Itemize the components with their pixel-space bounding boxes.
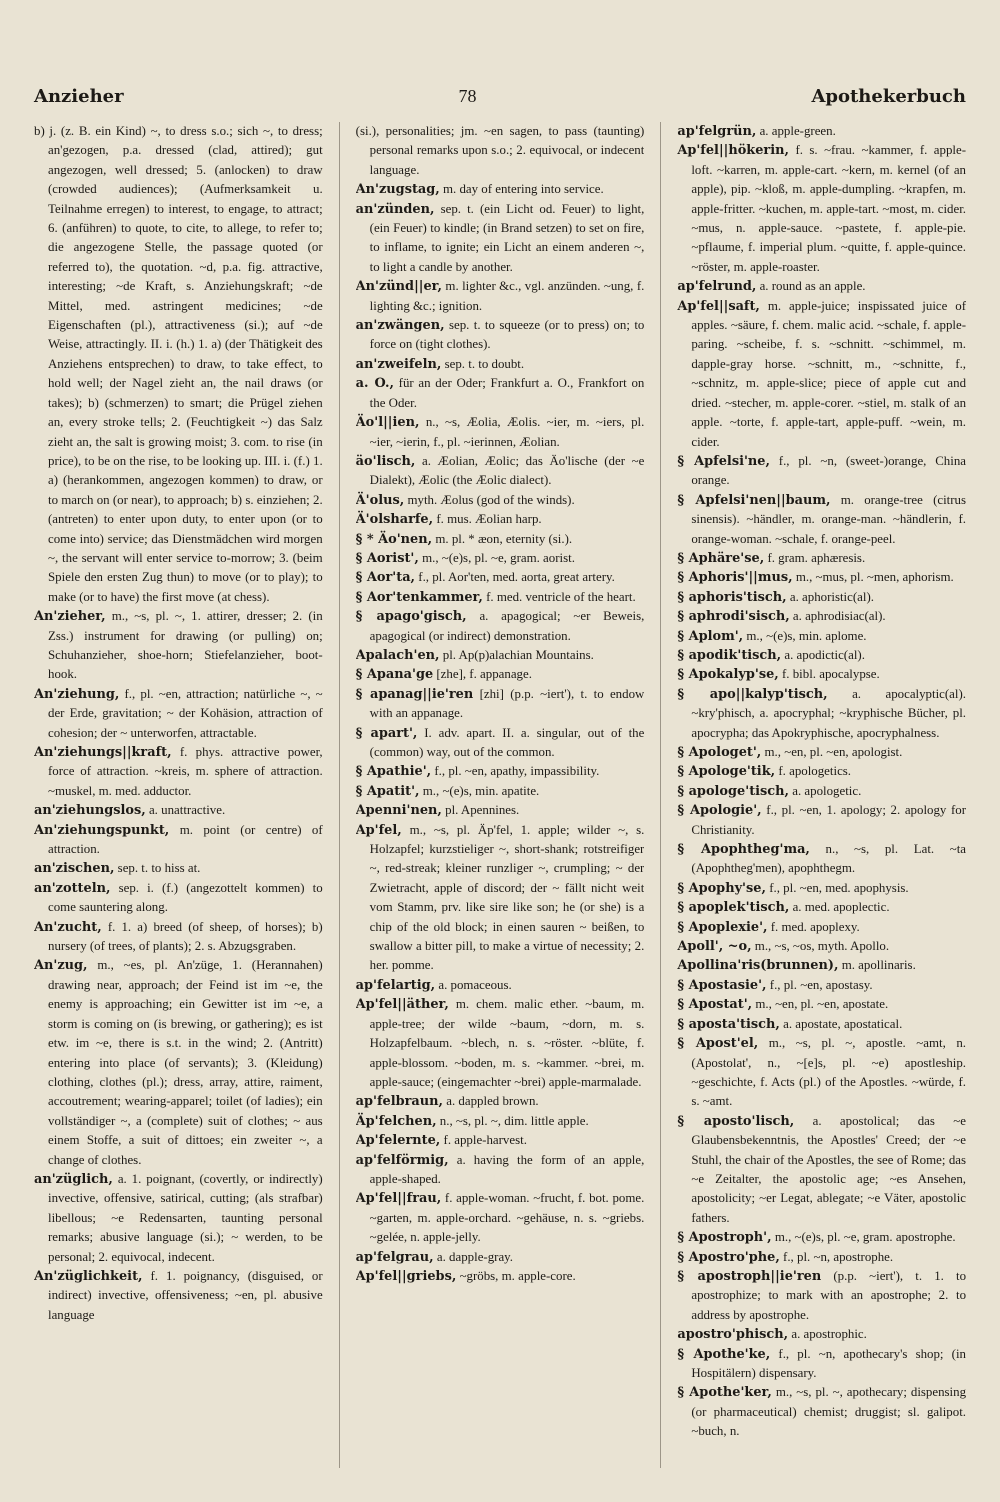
entry-definition: I. adv. apart. II. a. singular, out of the (common) way, out of the common. bbox=[369, 725, 645, 759]
entry-definition: m. chem. malic ether. ~baum, m. apple-tree; der wilde ~baum, ~dorn, m. s. Holzapfelbaum. ~blech, n. s. ~röster. ~blüte, f. apple-blossom. ~boden, m. s. ~kammer. ~brei, m. apple-sauce; (eingemachter ~brei) apple-marmalade. bbox=[369, 997, 645, 1089]
dictionary-entry bbox=[677, 1325, 966, 1344]
entry-headword: an'zischen, bbox=[34, 861, 115, 877]
dictionary-entry bbox=[677, 1015, 966, 1034]
entry-headword: § Apfelsi'ne, bbox=[677, 453, 770, 469]
entry-headword: § apostroph||ie'ren bbox=[677, 1268, 822, 1284]
dictionary-entry bbox=[677, 277, 966, 296]
dictionary-entry bbox=[677, 743, 966, 762]
dictionary-entry bbox=[677, 297, 966, 452]
dictionary-entry bbox=[356, 1151, 645, 1190]
entry-definition: m. lighter &c., vgl. anzünden. ~ung, f. lighting &c.; ignition. bbox=[369, 279, 645, 313]
entry-headword: § Apoplexie', bbox=[677, 919, 768, 935]
entry-definition: n., ~s, pl. Lat. ~ta (Apophtheg'men), apophthegm. bbox=[691, 842, 967, 876]
column-right bbox=[677, 122, 966, 1468]
column-divider bbox=[339, 122, 340, 1468]
entry-definition: myth. Æolus (god of the winds). bbox=[407, 492, 575, 507]
entry-definition: m., ~(e)s, pl. ~e, gram. apostrophe. bbox=[774, 1230, 956, 1245]
entry-definition: a. apostolical; das ~e Glaubensbekenntnis, the Apostles' Creed; der ~e Stuhl, the chair of the Apostles, the see of Rome; das ~e Zeitalter, the apostolic age; ~es Ansehen, apostolicity; ~er Legat, ablegate; ~e Väter, apostolic fathers. bbox=[691, 1113, 967, 1225]
entry-headword: an'zwängen, bbox=[355, 318, 445, 334]
dictionary-entry bbox=[677, 1345, 966, 1384]
entry-headword: § apo||kalyp'tisch, bbox=[677, 686, 828, 702]
entry-headword: Ap'felernte, bbox=[355, 1133, 441, 1149]
entry-definition: sep. t. to doubt. bbox=[444, 356, 525, 371]
entry-headword: Apoll', ~o, bbox=[677, 939, 752, 955]
entry-headword: An'zieher, bbox=[34, 609, 106, 625]
entry-headword: Äp'felchen, bbox=[355, 1113, 437, 1129]
dictionary-entry bbox=[677, 549, 966, 568]
dictionary-entry bbox=[356, 995, 645, 1092]
dictionary-entry bbox=[356, 665, 645, 684]
dictionary-entry bbox=[677, 607, 966, 626]
entry-definition: m., ~(e)s, pl. ~e, gram. aorist. bbox=[422, 550, 575, 565]
entry-definition: pl. Ap(p)alachian Mountains. bbox=[442, 647, 594, 662]
entry-definition: a. aphrodisiac(al). bbox=[792, 609, 886, 624]
entry-headword: An'zünd||er, bbox=[355, 279, 442, 295]
entry-headword: § apanag||ie'ren bbox=[355, 686, 474, 702]
entry-headword: § Apatit', bbox=[355, 783, 420, 799]
entry-definition: f., pl. ~en, apostasy. bbox=[769, 977, 873, 992]
entry-headword: § Apologet', bbox=[677, 745, 762, 760]
entry-headword: § apart', bbox=[355, 725, 418, 741]
dictionary-entry bbox=[677, 898, 966, 917]
dictionary-entry bbox=[356, 1248, 645, 1267]
entry-headword: § * Äo'nen, bbox=[355, 531, 433, 547]
entry-headword: an'zünden, bbox=[355, 201, 435, 217]
entry-headword: § Apostroph', bbox=[677, 1230, 772, 1246]
entry-definition: f. mus. Æolian harp. bbox=[436, 512, 542, 527]
dictionary-entry bbox=[677, 568, 966, 587]
dictionary-entry bbox=[356, 530, 645, 549]
entry-definition: sep. t. to hiss at. bbox=[117, 861, 201, 876]
dictionary-entry bbox=[356, 724, 645, 763]
entry-definition: a. apagogical; ~er Beweis, apagogical (or indirect) demonstration. bbox=[369, 609, 645, 643]
entry-headword: Äo'l||ien, bbox=[355, 415, 420, 431]
entry-definition: f., pl. ~n, apostrophe. bbox=[783, 1249, 894, 1264]
entry-definition: m., ~s, pl. ~, 1. attirer, dresser; 2. (in Zss.) instrument for drawing (or pulling) on; Schuhanzieher, shoe-horn; Stiefelanzieher, boot-hook. bbox=[48, 609, 323, 682]
entry-headword: ap'felgrün, bbox=[677, 124, 757, 139]
column-divider bbox=[660, 122, 661, 1468]
dictionary-entry bbox=[677, 627, 966, 646]
dictionary-entry bbox=[34, 821, 323, 860]
entry-definition: f. gram. aphæresis. bbox=[767, 550, 866, 565]
entry-definition: a. round as an apple. bbox=[759, 279, 866, 294]
dictionary-entry bbox=[356, 821, 645, 976]
entry-definition: m., ~mus, pl. ~men, aphorism. bbox=[795, 570, 954, 585]
dictionary-entry bbox=[356, 588, 645, 607]
dictionary-entry bbox=[356, 1267, 645, 1286]
entry-definition: b) j. (z. B. ein Kind) ~, to dress s.o.; sich ~, to dress; an'gezogen, p.a. dressed (clad, attired); gut angezogen, well dressed; 5. (anlocken) to draw (crowded audiences); (Aufmerksamkeit u. Teilnahme erregen) to interest, to engage, to attract; 6. (anführen) to quote, to cite, to allege, to refer to; die angezogene Stelle, the passage quoted (or referred to), the quotation. ~d, p.a. fig. attractive, interesting; ~de Kraft, s. Anziehungskraft; ~de Mittel, med. astringent medicines; ~de Eigenschaften (pl.), attractiveness (si.); auf ~de Weise, attractingly. II. i. (h.) 1. a) (der Thätigkeit des Anziehens entsprechen) to draw, to take effect, to hold well; der Nagel zieht an, the nail draws (or takes); b) (schmerzen) to smart; die Prügel ziehen an, every stroke tells; 2. (Feuchtigkeit ~) das Salz zieht an, the salt is growing moist; 3. com. to rise (in price), to be on the rise, to be looking up. III. i. (f.) 1. a) (herankommen, angezogen kommen) to draw, or to march on (or near), to approach; b) s. einziehen; 2. (antreten) to enter upon duty, to enter upon (or to come into) service; das Dienstmädchen wird morgen ~, the servant will enter service to-morrow; 3. (beim Spiele den ersten Zug thun) to move (or to play); to make (or to have) the first move (at chess). bbox=[34, 124, 323, 604]
entry-headword: § Apologie', bbox=[677, 803, 762, 819]
dictionary-entry bbox=[34, 685, 323, 743]
entry-definition: a. 1. poignant, (covertly, or indirectly) invective, offensive, satirical, cutting; (als strafbar) libellous; ~e Redensarten, taunting personal remarks; abusive language (si.); ~ werden, to be personal; 2. equivocal, indecent. bbox=[48, 1171, 323, 1264]
entry-definition: f., pl. ~en, attraction; natürliche ~, ~ der Erde, gravitation; ~ der Kohäsion, attraction of cohesion; der ~ unterworfen, attractable. bbox=[48, 686, 323, 740]
entry-definition: m., ~(e)s, min. aplome. bbox=[746, 628, 867, 643]
running-head-right: Apothekerbuch bbox=[811, 86, 966, 107]
dictionary-entry bbox=[356, 491, 645, 510]
entry-headword: Ap'fel||saft, bbox=[677, 298, 760, 314]
entry-headword: Ap'fel||griebs, bbox=[355, 1268, 457, 1284]
entry-headword: Ap'fel||frau, bbox=[355, 1191, 442, 1207]
entry-headword: § Apothe'ker, bbox=[677, 1385, 772, 1401]
entry-definition: m. apple-juice; inspissated juice of apples. ~säure, f. chem. malic acid. ~schale, f. apple-paring. ~scheibe, f. s. ~schnitt. ~schimmel, m. dapple-gray horse. ~schnitt, m., ~schnitte, f., ~schnitz, m. apple-slice; piece of apple cut and dried. ~stecher, m. apple-corer. ~stiel, m. stalk of an apple. ~torte, f. apple-tart, apple-puff. ~wein, m. cider. bbox=[691, 298, 967, 449]
dictionary-entry bbox=[677, 1383, 966, 1441]
entry-definition: f. med. ventricle of the heart. bbox=[486, 589, 636, 604]
dictionary-entry bbox=[356, 374, 645, 413]
dictionary-entry bbox=[356, 452, 645, 491]
entry-definition: a. dapple-gray. bbox=[436, 1249, 514, 1264]
entry-headword: Ä'olsharfe, bbox=[355, 512, 434, 528]
entry-definition: f. phys. attractive power, force of attraction. ~kreis, m. sphere of attraction. ~muskel, m. med. adductor. bbox=[48, 745, 323, 798]
entry-headword: An'ziehungspunkt, bbox=[34, 822, 170, 838]
dictionary-entry bbox=[677, 1248, 966, 1267]
dictionary-entry bbox=[356, 355, 645, 374]
dictionary-entry bbox=[677, 491, 966, 549]
entry-definition: n., ~s, pl. ~, dim. little apple. bbox=[439, 1113, 589, 1128]
dictionary-entry bbox=[34, 743, 323, 801]
dictionary-entry bbox=[356, 316, 645, 355]
entry-definition: a. apocalyptic(al). ~kry'phisch, a. apocryphal; ~kryphische Bücher, pl. apocrypha; das Apokryphische, apocryphalness. bbox=[691, 686, 967, 740]
entry-definition: a. apostate, apostatical. bbox=[783, 1016, 903, 1031]
dictionary-entry bbox=[34, 956, 323, 1169]
dictionary-entry bbox=[356, 607, 645, 646]
entry-headword: Ä'olus, bbox=[355, 492, 405, 508]
entry-definition: a. apple-green. bbox=[759, 124, 836, 138]
dictionary-entry bbox=[356, 1189, 645, 1247]
entry-definition: a. apologetic. bbox=[792, 783, 862, 798]
entry-headword: § aphrodi'sisch, bbox=[677, 609, 790, 625]
entry-definition: f. bibl. apocalypse. bbox=[782, 667, 880, 682]
entry-definition: m. apollinaris. bbox=[841, 958, 916, 973]
entry-definition: a. aphoristic(al). bbox=[789, 589, 874, 604]
dictionary-entry bbox=[677, 879, 966, 898]
entry-headword: apostro'phisch, bbox=[677, 1327, 789, 1343]
entry-definition: a. med. apoplectic. bbox=[792, 900, 890, 915]
entry-definition: m., ~en, pl. ~en, apologist. bbox=[764, 745, 903, 759]
entry-definition: m. day of entering into service. bbox=[443, 182, 604, 197]
entry-headword: § Aphoris'||mus, bbox=[677, 570, 793, 586]
entry-definition: n., ~s, Æolia, Æolis. ~ier, m. ~iers, pl. ~ier, ~ierin, f., pl. ~ierinnen, Æolian. bbox=[369, 415, 645, 449]
entry-headword: § Apothe'ke, bbox=[677, 1346, 771, 1362]
dictionary-entry bbox=[356, 685, 645, 724]
dictionary-entry bbox=[34, 1267, 323, 1325]
dictionary-entry bbox=[677, 588, 966, 607]
dictionary-entry bbox=[34, 859, 323, 878]
entry-headword: § Aphäre'se, bbox=[677, 550, 765, 566]
dictionary-entry bbox=[677, 762, 966, 781]
entry-headword: An'zucht, bbox=[34, 919, 102, 935]
entry-headword: § Apophy'se, bbox=[677, 880, 766, 896]
entry-definition: f. med. apoplexy. bbox=[770, 919, 860, 934]
entry-headword: § apologe'tisch, bbox=[677, 783, 790, 799]
entry-headword: An'zugstag, bbox=[355, 182, 440, 198]
dictionary-entry bbox=[34, 918, 323, 957]
entry-definition: m., ~es, pl. An'züge, 1. (Herannahen) drawing near, approach; der Feind ist im ~e, the enemy is approaching; ein Gewitter ist im ~e, a storm is coming on (is brewing, or gathering); es ist etw. im ~e, there is s.t. in the wind; 2. (Antritt) entering into place (of servants); 3. (Kleidung) clothing, clothes (pl.); dress, array, attire, raiment, accoutrement; wearing-apparel; toilet (of ladies); ein vollständiger ~, a (complete) suit of clothes; ~ aus einem Stoffe, a suit of dittoes; ein zweiter ~, a change of clothes. bbox=[48, 958, 323, 1167]
dictionary-entry bbox=[356, 976, 645, 995]
dictionary-entry bbox=[34, 879, 323, 918]
entry-headword: § apodik'tisch, bbox=[677, 647, 782, 663]
entry-headword: § Apost'el, bbox=[677, 1036, 759, 1052]
dictionary-entry bbox=[677, 1228, 966, 1247]
dictionary-entry bbox=[677, 956, 966, 975]
entry-definition: f. s. ~frau. ~kammer, f. apple-loft. ~karren, m. apple-cart. ~kern, m. kernel (of an apple), pip. ~kloß, m. apple-dumpling. ~krapfen, m. apple-fritter. ~kuchen, m. apple-tart. ~most, m. cider. ~mus, n. apple-sauce. ~pastete, f. apple-pie. ~pflaume, f. imperial plum. ~quitte, f. apple-quince. ~röster, m. apple-roaster. bbox=[691, 143, 967, 274]
entry-definition: m., ~s, pl. ~, apostle. ~amt, n. (Apostolat', n., ~[e]s, pl. ~e) apostleship. ~geschichte, f. Acts (pl.) of the Apostles. ~würde, f. s. ~amt. bbox=[691, 1036, 967, 1109]
entry-definition: f. apple-harvest. bbox=[443, 1133, 527, 1148]
dictionary-entry bbox=[356, 782, 645, 801]
dictionary-entry bbox=[677, 1034, 966, 1112]
entry-definition: a. unattractive. bbox=[148, 803, 226, 818]
dictionary-entry bbox=[34, 122, 323, 607]
entry-definition: f., pl. ~n, apothecary's shop; (in Hospitälern) dispensary. bbox=[691, 1346, 967, 1380]
entry-definition: m., ~s, pl. Äp'fel, 1. apple; wilder ~, s. Holzapfel; kurzstieliger ~, short-shank; rotstreifiger ~, red-streak; kleiner runzliger ~, crumpling; ~ der Zwietracht, apple of discord; der ~ fällt nicht weit vom Stamm, prv. like sire like son; he (or she) is a chip of the old block; in einen sauren ~ beißen, to swallow a bitter pill, to make a virtue of necessity; 2. her. pomme. bbox=[369, 822, 645, 973]
entry-definition: a. dappled brown. bbox=[446, 1094, 539, 1109]
dictionary-entry bbox=[356, 122, 645, 180]
entry-definition: f. apple-woman. ~frucht, f. bot. pome. ~garten, m. apple-orchard. ~gehäuse, n. s. ~griebs. ~gelée, n. apple-jelly. bbox=[369, 1191, 645, 1245]
entry-headword: äo'lisch, bbox=[355, 453, 416, 469]
entry-definition: a. having the form of an apple, apple-shaped. bbox=[369, 1152, 645, 1186]
entry-headword: Apalach'en, bbox=[355, 647, 440, 663]
running-head-left: Anzieher bbox=[34, 86, 124, 107]
entry-headword: § Apologe'tik, bbox=[677, 764, 776, 780]
entry-headword: § Apophtheg'ma, bbox=[677, 842, 810, 858]
entry-definition: (si.), personalities; jm. ~en sagen, to pass (taunting) personal remarks upon s.o.; 2. equivocal, or indecent language. bbox=[355, 124, 645, 177]
dictionary-entry bbox=[356, 1131, 645, 1150]
entry-definition: ~gröbs, m. apple-core. bbox=[459, 1268, 576, 1283]
entry-headword: a. O., bbox=[355, 376, 394, 392]
dictionary-entry bbox=[34, 607, 323, 685]
entry-definition: m., ~s, ~os, myth. Apollo. bbox=[754, 939, 890, 954]
dictionary-entry bbox=[677, 937, 966, 956]
entry-definition: m., ~(e)s, min. apatite. bbox=[422, 783, 540, 798]
column-left bbox=[34, 122, 323, 1468]
entry-definition: a. pomaceous. bbox=[438, 977, 512, 992]
dictionary-entry bbox=[677, 1267, 966, 1325]
entry-definition: f., pl. Aor'ten, med. aorta, great artery. bbox=[418, 570, 615, 585]
entry-definition: m., ~en, pl. ~en, apostate. bbox=[755, 997, 889, 1012]
entry-definition: m. point (or centre) of attraction. bbox=[48, 822, 323, 857]
entry-definition: f. 1. a) breed (of sheep, of horses); b) nursery (of trees, of plants); 2. s. Abzugsgraben. bbox=[48, 919, 323, 954]
entry-definition: f., pl. ~en, apathy, impassibility. bbox=[434, 764, 600, 779]
entry-headword: an'züglich, bbox=[34, 1171, 113, 1187]
entry-headword: § aposto'lisch, bbox=[677, 1113, 795, 1129]
dictionary-entry bbox=[677, 685, 966, 743]
entry-headword: § Apana'ge bbox=[355, 667, 434, 683]
dictionary-entry bbox=[356, 180, 645, 199]
entry-definition: m., ~s, pl. ~, apothecary; dispensing (or pharmaceutical) chemist; druggist; sl. galipot. ~buch, n. bbox=[691, 1385, 967, 1439]
dictionary-entry bbox=[677, 918, 966, 937]
entry-headword: § Apostasie', bbox=[677, 977, 767, 993]
entry-headword: § apago'gisch, bbox=[355, 609, 467, 625]
dictionary-entry bbox=[677, 1112, 966, 1228]
dictionary-entry bbox=[356, 413, 645, 452]
entry-definition: [zhe], f. appanage. bbox=[436, 667, 532, 682]
dictionary-entry bbox=[677, 665, 966, 684]
entry-definition: a. apostrophic. bbox=[791, 1327, 867, 1342]
dictionary-entry bbox=[677, 646, 966, 665]
dictionary-entry bbox=[677, 452, 966, 491]
dictionary-entry bbox=[356, 1092, 645, 1111]
dictionary-entry bbox=[356, 200, 645, 278]
dictionary-entry bbox=[677, 840, 966, 879]
entry-definition: f., pl. ~en, 1. apology; 2. apology for Christianity. bbox=[691, 803, 967, 837]
entry-headword: § aposta'tisch, bbox=[677, 1016, 780, 1032]
dictionary-entry bbox=[677, 122, 966, 141]
entry-headword: An'ziehung, bbox=[34, 686, 120, 702]
dictionary-entry bbox=[356, 568, 645, 587]
entry-definition: f., pl. ~en, med. apophysis. bbox=[769, 880, 909, 895]
entry-definition: f. 1. poignancy, (disguised, or indirect) invective, offensiveness; ~en, pl. abusive language bbox=[48, 1268, 323, 1322]
entry-headword: § Apathie', bbox=[355, 764, 432, 780]
entry-definition: m. orange-tree (citrus sinensis). ~händler, m. orange-man. ~händlerin, f. orange-woman. ~schale, f. orange-peel. bbox=[691, 492, 967, 546]
dictionary-entry bbox=[356, 646, 645, 665]
dictionary-entry bbox=[34, 801, 323, 820]
entry-headword: § Apostro'phe, bbox=[677, 1249, 780, 1265]
entry-headword: § Apfelsi'nen||baum, bbox=[677, 492, 831, 508]
entry-definition: sep. i. (f.) (angezottelt kommen) to come sauntering along. bbox=[48, 880, 323, 915]
entry-headword: § Aor'tenkammer, bbox=[355, 589, 483, 605]
entry-headword: Apenni'nen, bbox=[355, 803, 442, 819]
dictionary-entry bbox=[677, 801, 966, 840]
entry-headword: ap'felartig, bbox=[355, 977, 436, 993]
entry-definition: für an der Oder; Frankfurt a. O., Frankfort on the Oder. bbox=[369, 376, 645, 410]
entry-headword: ap'felrund, bbox=[677, 279, 757, 295]
entry-headword: Apollina'ris(brunnen), bbox=[677, 958, 839, 974]
running-head bbox=[34, 86, 966, 112]
entry-headword: An'zug, bbox=[34, 958, 88, 974]
entry-definition: pl. Apennines. bbox=[445, 803, 520, 818]
entry-definition: f., pl. ~n, (sweet-)orange, China orange. bbox=[691, 453, 966, 488]
entry-headword: ap'felgrau, bbox=[355, 1249, 434, 1265]
page-number: 78 bbox=[458, 86, 477, 106]
dictionary-entry bbox=[677, 976, 966, 995]
entry-headword: an'zotteln, bbox=[34, 880, 111, 896]
entry-headword: An'züglichkeit, bbox=[34, 1268, 143, 1284]
entry-headword: ap'felförmig, bbox=[355, 1152, 449, 1168]
entry-headword: An'ziehungs||kraft, bbox=[34, 745, 172, 760]
column-middle bbox=[356, 122, 645, 1468]
entry-definition: (p.p. ~iert'), t. 1. to apostrophize; to mark with an apostrophe; 2. to address by apostrophe. bbox=[691, 1268, 967, 1322]
dictionary-entry bbox=[677, 995, 966, 1014]
dictionary-entry bbox=[356, 277, 645, 316]
entry-definition: sep. t. (ein Licht od. Feuer) to light, (ein Feuer) to kindle; (in Brand setzen) to set on fire, to inflame, to ignite; ein Licht an einem anderen ~, to light a candle by another. bbox=[369, 201, 645, 274]
entry-definition: [zhi] (p.p. ~iert'), t. to endow with an appanage. bbox=[369, 686, 645, 721]
entry-headword: an'ziehungslos, bbox=[34, 803, 146, 819]
dictionary-entry bbox=[356, 801, 645, 820]
entry-headword: § aphoris'tisch, bbox=[677, 589, 787, 605]
entry-definition: a. apodictic(al). bbox=[784, 647, 865, 662]
entry-headword: Ap'fel||hökerin, bbox=[677, 143, 789, 159]
entry-definition: a. Æolian, Æolic; das Äo'lische (der ~e Dialekt), Æolic (the Æolic dialect). bbox=[369, 453, 645, 488]
entry-definition: f. apologetics. bbox=[778, 764, 852, 779]
entry-headword: § Aplom', bbox=[677, 628, 744, 644]
entry-definition: m. pl. * æon, eternity (si.). bbox=[435, 531, 573, 546]
entry-headword: § Aor'ta, bbox=[355, 570, 416, 586]
dictionary-entry bbox=[34, 1170, 323, 1267]
entry-headword: Ap'fel||äther, bbox=[355, 997, 449, 1013]
entry-definition: sep. t. to squeeze (or to press) on; to force on (tight clothes). bbox=[369, 318, 645, 352]
dictionary-entry bbox=[677, 782, 966, 801]
dictionary-entry bbox=[356, 1112, 645, 1131]
text-columns bbox=[34, 122, 966, 1468]
dictionary-entry bbox=[356, 510, 645, 529]
entry-headword: Ap'fel, bbox=[355, 822, 402, 838]
entry-headword: § Apokalyp'se, bbox=[677, 667, 779, 683]
entry-headword: an'zweifeln, bbox=[355, 356, 442, 372]
dictionary-entry bbox=[356, 549, 645, 568]
entry-headword: § Aorist', bbox=[355, 550, 419, 566]
entry-headword: ap'felbraun, bbox=[355, 1094, 444, 1110]
entry-headword: § Apostat', bbox=[677, 997, 753, 1013]
dictionary-entry bbox=[356, 762, 645, 781]
dictionary-entry bbox=[677, 141, 966, 277]
entry-headword: § apoplek'tisch, bbox=[677, 900, 790, 916]
